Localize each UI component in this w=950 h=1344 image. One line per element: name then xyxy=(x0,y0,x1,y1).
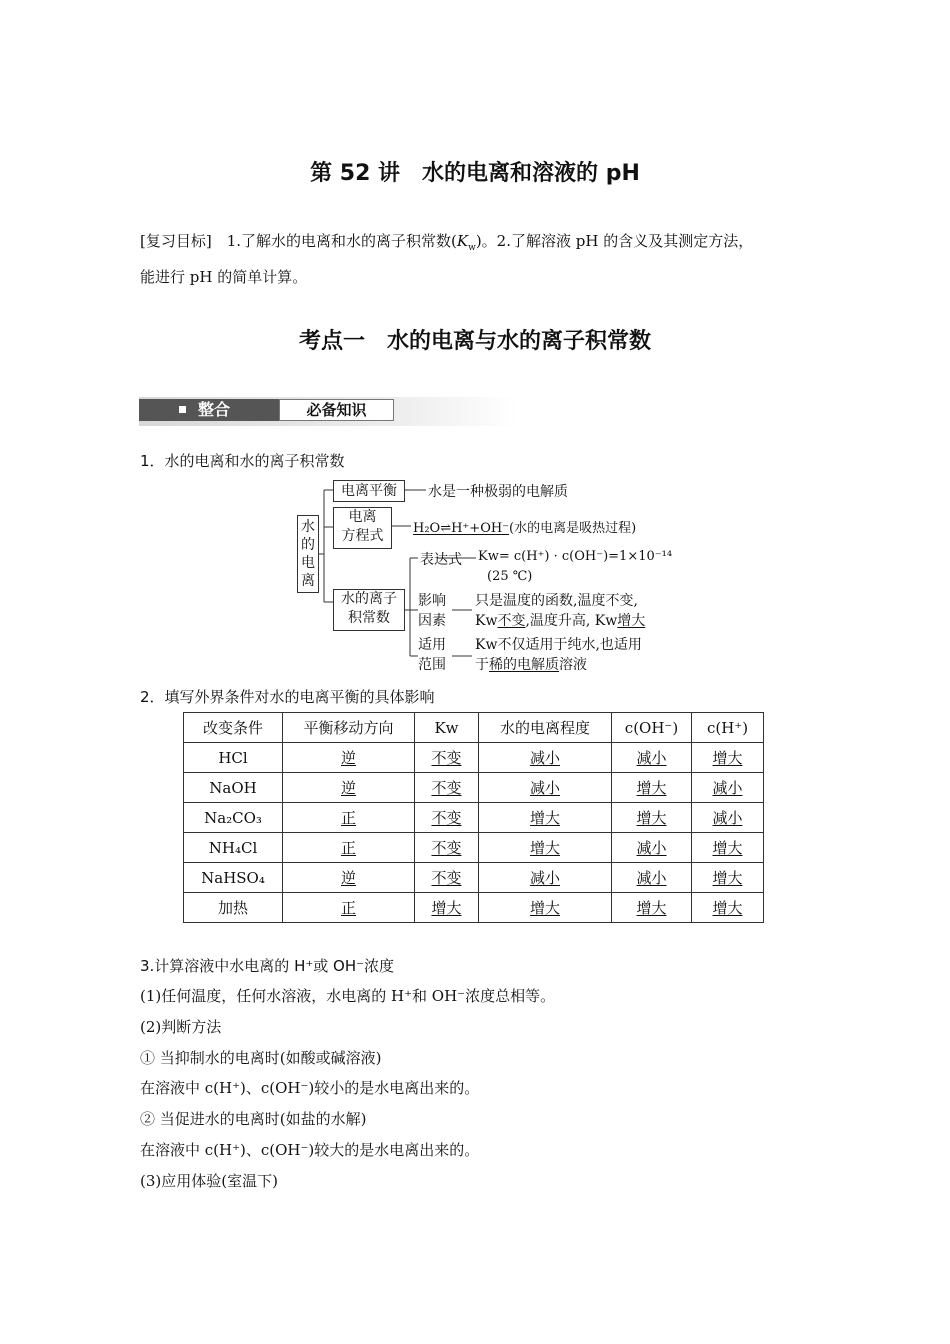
table-row: NaHSO₄ 逆 不变 减小 减小 增大 xyxy=(184,863,764,893)
influence-label: 影响 因素 xyxy=(418,593,446,629)
ionization-equation: H₂O⇌H⁺+OH⁻(水的电离是吸热过程) xyxy=(413,521,637,536)
section-title: 考点一 水的电离与水的离子积常数 xyxy=(298,329,651,354)
table-row: 加热 正 增大 增大 增大 增大 xyxy=(184,893,764,923)
table-row: NaOH 逆 不变 减小 增大 减小 xyxy=(184,773,764,803)
text-line: ② 当促进水的电离时(如盐的水解) xyxy=(140,1110,367,1128)
text-line: 在溶液中 c(H⁺)、c(OH⁻)较大的是水电离出来的。 xyxy=(140,1141,480,1159)
header-kw: Kw xyxy=(415,713,479,743)
table-row: NH₄Cl 正 不变 增大 减小 增大 xyxy=(184,833,764,863)
table-row: HCl 逆 不变 减小 减小 增大 xyxy=(184,743,764,773)
kw-expression: Kw= c(H⁺) · c(OH⁻)=1×10⁻¹⁴ xyxy=(478,549,673,564)
diagram-branch-equilibrium: 电离平衡 xyxy=(333,480,405,502)
review-goal: [复习目标] 1.了解水的电离和水的离子积常数$(K_w)$。2.了解溶液 pH 的含义及其测定方法， 能进行 pH 的简单计算。 xyxy=(140,232,754,286)
scope-text: Kw不仅适用于纯水,也适用 于稀的电解质溶液 xyxy=(475,637,642,673)
diagram-branch-kw: 水的离子 积常数 xyxy=(333,589,405,631)
table-row: Na₂CO₃ 正 不变 增大 增大 减小 xyxy=(184,803,764,833)
banner-left: 整合 xyxy=(139,399,279,421)
kw-condition: (25 ℃) xyxy=(487,569,533,584)
banner-right: 必备知识 xyxy=(279,399,394,421)
text-line: (1)任何温度，任何水溶液，水电离的 H⁺和 OH⁻浓度总相等。 xyxy=(140,987,556,1005)
influence-table xyxy=(183,712,764,923)
diagram-root: 水的电离 xyxy=(297,515,319,593)
text-line: ① 当抑制水的电离时(如酸或碱溶液) xyxy=(140,1049,382,1067)
goal-label: [复习目标] xyxy=(140,232,212,250)
table-header-row xyxy=(184,713,764,743)
item-3-heading: 3.计算溶液中水电离的 H⁺或 OH⁻浓度 xyxy=(140,957,395,975)
text-line: (3)应用体验(室温下) xyxy=(140,1172,278,1190)
header-h: c(H⁺) xyxy=(692,713,764,743)
item-1-heading: 1．水的电离和水的离子积常数 xyxy=(140,452,345,470)
scope-label: 适用 范围 xyxy=(418,637,446,673)
branch-equilibrium-text: 水是一种极弱的电解质 xyxy=(428,484,568,500)
text-line: (2)判断方法 xyxy=(140,1018,222,1036)
item-2-heading: 2．填写外界条件对水的电离平衡的具体影响 xyxy=(140,688,435,706)
text-line: 在溶液中 c(H⁺)、c(OH⁻)较小的是水电离出来的。 xyxy=(140,1079,480,1097)
header-direction: 平衡移动方向 xyxy=(283,713,415,743)
diagram-branch-equation: 电离 方程式 xyxy=(333,507,392,549)
expression-label: 表达式 xyxy=(420,552,462,568)
header-oh: c(OH⁻) xyxy=(612,713,692,743)
header-condition: 改变条件 xyxy=(184,713,283,743)
page-title: 第 52 讲 水的电离和溶液的 pH xyxy=(310,161,640,186)
influence-text: 只是温度的函数,温度不变, Kw不变,温度升高, Kw增大 xyxy=(475,593,646,629)
header-degree: 水的电离程度 xyxy=(479,713,612,743)
